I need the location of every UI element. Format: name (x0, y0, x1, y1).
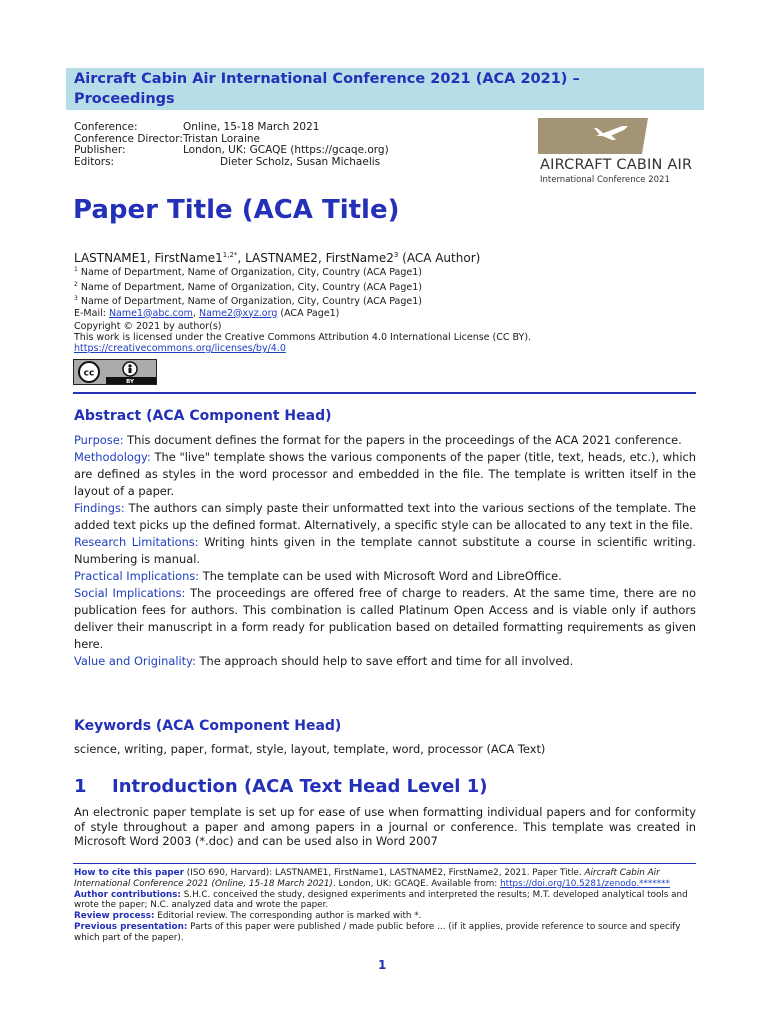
abstract-item (74, 500, 696, 534)
abstract-label: Practical Implications: (74, 569, 200, 583)
abstract-text: The "live" template shows the various components of the paper (title, text, heads, etc.), which are defined as styles in the word processor and embedded in the file. The template is written itself in the layout of a paper. (74, 450, 696, 498)
meta-value: Dieter Scholz, Susan Michaelis (220, 155, 381, 168)
footnotes (74, 868, 696, 944)
affiliation-num: 1 (74, 266, 78, 273)
cite-text-2: . London, UK: GCAQE. Available from: (332, 878, 501, 889)
affiliation-text: Name of Department, Name of Organization, City, Country (ACA Page1) (80, 267, 422, 279)
review-note (74, 911, 696, 922)
affiliations (74, 264, 422, 319)
abstract-label: Research Limitations: (74, 535, 199, 549)
email-label: E-Mail: (74, 307, 109, 319)
meta-key: Conference Director: (74, 132, 183, 145)
by-text: BY (126, 379, 134, 384)
cite-text: (ISO 690, Harvard): LASTNAME1, FirstName1, LASTNAME2, FirstName2, 2021. Paper Title. (184, 868, 585, 878)
abstract-label: Social Implications: (74, 586, 186, 600)
logo-name: AIRCRAFT CABIN AIR (540, 157, 693, 173)
author-2: , LASTNAME2, FirstName2 (237, 251, 394, 265)
abstract-label: Findings: (74, 501, 125, 515)
author-1: LASTNAME1, FirstName1 (74, 251, 223, 265)
affiliation (74, 264, 422, 279)
section-title: Introduction (ACA Text Head Level 1) (112, 776, 488, 797)
contrib-label: Author contributions: (74, 889, 181, 900)
affiliation-text: Name of Department, Name of Organization, City, Country (ACA Page1) (80, 281, 422, 293)
contrib-text: S.H.C. conceived the study, designed experiments and interpreted the results; M.T. developed analytical tools and wrote the paper; N.C. analyzed data and wrote the paper. (74, 889, 688, 911)
author-style: (ACA Author) (398, 251, 481, 265)
review-text: Editorial review. The corresponding author is marked with *. (154, 911, 422, 922)
affiliation (74, 279, 422, 294)
meta-key: Publisher: (74, 144, 126, 157)
cc-badge-graphic (74, 360, 156, 384)
banner-line-1: Aircraft Cabin Air International Conference 2021 (ACA 2021) – (74, 71, 580, 87)
meta-value: Tristan Loraine (183, 132, 260, 145)
email-sep: , (192, 307, 199, 319)
abstract-text: The template can be used with Microsoft Word and LibreOffice. (199, 569, 562, 583)
abstract-text: This document defines the format for the papers in the proceedings of the ACA 2021 conference. (123, 433, 682, 447)
license-link[interactable]: https://creativecommons.org/licenses/by/4.0 (74, 343, 286, 354)
paper-title: Paper Title (ACA Title) (73, 195, 400, 225)
cite-italic: Aircraft Cabin Air International Conference 2021 (Online, 15-18 March 2021) (74, 868, 660, 889)
abstract-item (74, 568, 696, 585)
section-number: 1 (74, 776, 87, 797)
meta-row (74, 122, 389, 134)
abstract-item (74, 653, 696, 670)
logo-subtitle: International Conference 2021 (540, 175, 670, 185)
conference-meta (74, 122, 389, 168)
email-link-1[interactable]: Name1@abc.com (108, 307, 193, 319)
meta-value: London, UK: GCAQE (https://gcaqe.org) (183, 144, 389, 157)
presentation-note (74, 922, 696, 944)
prev-text: Parts of this paper were published / made public before ... (if it applies, provide reference to source and specify which part of the paper). (74, 921, 681, 943)
abstract-text: The approach should help to save effort and time for all involved. (195, 654, 574, 668)
section-heading (74, 776, 487, 797)
affiliation (74, 293, 422, 308)
meta-key: Conference: (74, 121, 138, 133)
license-line: This work is licensed under the Creative Commons Attribution 4.0 International License (CC BY). (74, 332, 532, 343)
footnote-divider (73, 863, 696, 864)
contributions-note (74, 890, 696, 912)
affiliation-num: 3 (74, 295, 78, 303)
email-line (74, 308, 422, 319)
meta-key: Editors: (74, 155, 115, 168)
intro-paragraph: An electronic paper template is set up for ease of use when formatting individual papers and for conformity of style throughout a paper and among papers in a journal or conference. This template was created in Microsoft Word 2003 (*.doc) and can be used also in Word 2007 (74, 805, 696, 848)
meta-value: Online, 15-18 March 2021 (183, 121, 320, 133)
section-divider (73, 392, 696, 394)
author-2-sup: 3 (393, 251, 399, 259)
affiliation-num: 2 (74, 280, 78, 288)
abstract-item (74, 534, 696, 568)
affiliation-text: Name of Department, Name of Organization, City, Country (ACA Page1) (80, 296, 422, 308)
doi-link[interactable]: https://doi.org/10.5281/zenodo.******* (500, 878, 670, 889)
author-1-sup: 1,2* (222, 251, 238, 259)
abstract-body (74, 432, 696, 670)
citation-note (74, 868, 696, 890)
abstract-heading: Abstract (ACA Component Head) (74, 408, 332, 424)
page-number: 1 (378, 958, 387, 972)
abstract-label: Purpose: (74, 433, 124, 447)
banner-line-2: Proceedings (74, 91, 175, 107)
email-link-2[interactable]: Name2@xyz.org (198, 307, 278, 319)
proceedings-banner (66, 68, 704, 110)
prev-label: Previous presentation: (74, 921, 188, 932)
email-style: (ACA Page1) (277, 307, 340, 319)
abstract-item (74, 585, 696, 653)
abstract-item (74, 432, 696, 449)
cite-label: How to cite this paper (74, 868, 184, 878)
abstract-text: Writing hints given in the template cannot substitute a course in scientific writing. Numbering is manual. (74, 535, 696, 566)
authors-line (74, 248, 480, 265)
keywords-text: science, writing, paper, format, style, layout, template, word, processor (ACA Text) (74, 742, 546, 756)
abstract-label: Value and Originality: (74, 654, 196, 668)
abstract-label: Methodology: (74, 450, 151, 464)
abstract-text: The proceedings are offered free of charge to readers. At the same time, there are no publication fees for authors. This combination is called Platinum Open Access and is viable only if authors deliver their manuscript in a form ready for publication based on detailed formatting requirements as given here. (74, 586, 696, 651)
review-label: Review process: (74, 911, 155, 922)
keywords-heading: Keywords (ACA Component Head) (74, 718, 342, 734)
meta-row (74, 157, 389, 169)
abstract-text: The authors can simply paste their unformatted text into the various sections of the template. The added text picks up the defined format. Alternatively, a specific style can be allocated to any text in the file. (74, 501, 696, 532)
cc-text: cc (83, 368, 95, 379)
copyright-block (74, 321, 531, 354)
cc-by-badge[interactable] (73, 359, 157, 385)
logo-block (538, 118, 648, 154)
abstract-item (74, 449, 696, 500)
copyright-line: Copyright © 2021 by author(s) (74, 321, 222, 332)
